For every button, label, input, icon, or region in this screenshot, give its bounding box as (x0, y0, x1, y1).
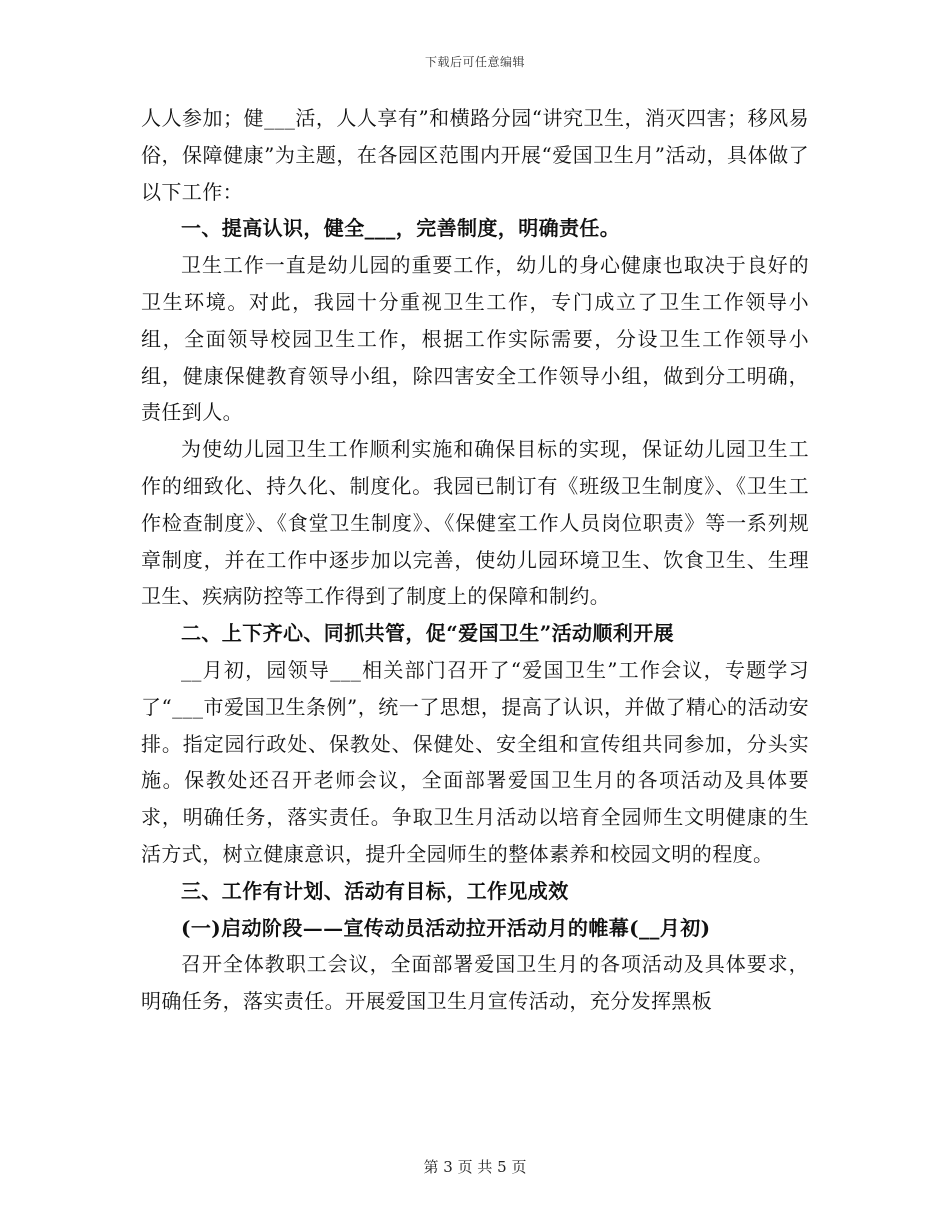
page-header: 下载后可任意编辑 (424, 55, 525, 69)
paragraph-intro: 人人参加；健___活，人人享有”和横路分园“讲究卫生，消灭四害；移风易俗，保障健康”为主题，在各园区范围内开展“爱国卫生月”活动，具体做了以下工作： (141, 106, 809, 204)
paragraph-2: 为使幼儿园卫生工作顺利实施和确保目标的实现，保证幼儿园卫生工作的细致化、持久化、制度化。我园已制订有《班级卫生制度》、《卫生工作检查制度》、《食堂卫生制度》、《保健室工作人员岗位职责》等一系列规章制度，并在工作中逐步加以完善，使幼儿园环境卫生、饮食卫生、生理卫生、疾病防控等工作得到了制度上的保障和制约。 (141, 437, 809, 609)
section-heading-1: 一、提高认识，健全___，完善制度，明确责任。 (181, 216, 621, 241)
section-heading-2: 二、上下齐心、同抓共管，促“爱国卫生”活动顺利开展 (181, 621, 675, 646)
page-footer: 第 3 页 共 5 页 (423, 1158, 527, 1176)
section-heading-3: 三、工作有计划、活动有目标，工作见成效 (181, 878, 569, 903)
paragraph-4: 召开全体教职工会议，全面部署爱国卫生月的各项活动及具体要求，明确任务，落实责任。开展爱国卫生月宣传活动，充分发挥黑板 (141, 952, 809, 1014)
paragraph-3: __月初，园领导___相关部门召开了“爱国卫生”工作会议，专题学习了“___市爱国卫生条例”，统一了思想，提高了认识，并做了精心的活动安排。指定园行政处、保教处、保健处、安全组和宣传组共同参加，分头实施。保教处还召开老师会议，全面部署爱国卫生月的各项活动及具体要求，明确任务，落实责任。争取卫生月活动以培育全园师生文明健康的生活方式，树立健康意识，提升全园师生的整体素养和校园文明的程度。 (141, 657, 809, 866)
document-body (141, 100, 809, 1020)
paragraph-1: 卫生工作一直是幼儿园的重要工作，幼儿的身心健康也取决于良好的卫生环境。对此，我园十分重视卫生工作，专门成立了卫生工作领导小组，全面领导校园卫生工作，根据工作实际需要，分设卫生工作领导小组，健康保健教育领导小组，除四害安全工作领导小组，做到分工明确，责任到人。 (141, 253, 809, 425)
subsection-heading-1: (一)启动阶段——宣传动员活动拉开活动月的帷幕(__月初) (181, 915, 711, 940)
